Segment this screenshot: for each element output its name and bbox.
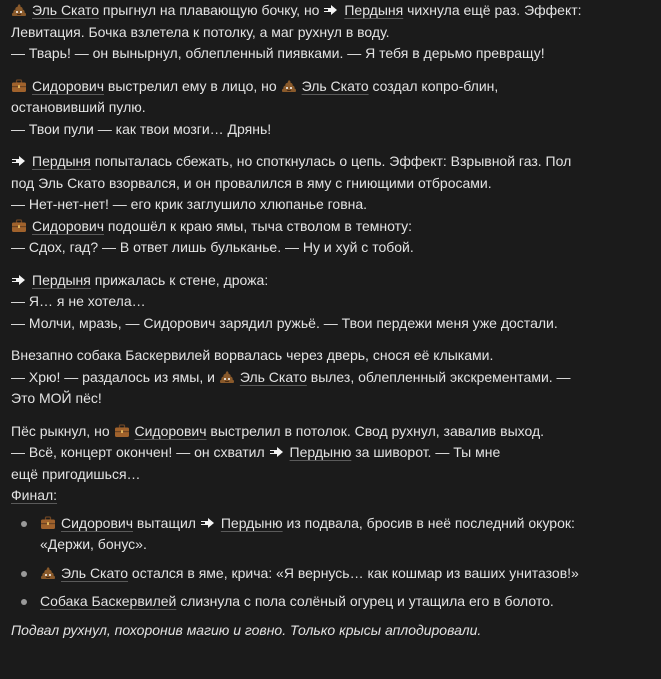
text: прыгнул на плавающую бочку, но	[99, 2, 324, 18]
text: — Хрю! — раздалось из ямы, и	[11, 368, 219, 385]
character-tag-perdynya[interactable]	[11, 153, 91, 169]
line: Левитация. Бочка взлетела к потолку, а маг рухнул в воду.	[11, 23, 390, 40]
line: — Нет-нет-нет! — его крик заглушило хлюпанье говна.	[11, 196, 368, 212]
text: выстрелил в потолок. Свод рухнул, завалив выход.	[206, 422, 545, 439]
character-tag-sidorovich[interactable]	[114, 423, 207, 439]
bullet-icon	[21, 521, 27, 527]
line: — Сдох, гад? — В ответ лишь бульканье. — Ну и хуй с тобой.	[11, 239, 414, 255]
closing-line: Подвал рухнул, похоронив магию и говно. Только крысы аплодировали.	[11, 621, 482, 638]
line	[40, 563, 651, 585]
final-heading: Финал:	[11, 487, 58, 503]
line	[40, 513, 651, 535]
character-tag-sidorovich[interactable]	[11, 218, 104, 234]
fart-arrow-icon	[200, 516, 216, 530]
list-item	[11, 591, 651, 613]
list-item	[11, 563, 651, 585]
character-tag-scato[interactable]	[40, 565, 128, 581]
name-text: Пердыню	[289, 444, 352, 460]
line	[40, 591, 651, 613]
character-tag-scato[interactable]	[219, 369, 307, 385]
line	[11, 0, 651, 22]
briefcase-icon	[40, 516, 56, 530]
line: — Тварь! — он вынырнул, облепленный пиявками. — Я тебя в дерьмо превращу!	[11, 45, 545, 61]
character-tag-dog[interactable]: Собака Баскервилей	[40, 593, 177, 609]
name-text: Пердыня	[32, 153, 91, 169]
character-tag-sidorovich[interactable]	[11, 78, 104, 94]
name-text: Сидорович	[134, 422, 207, 439]
character-tag-perdynya[interactable]	[323, 2, 403, 18]
poop-icon	[281, 79, 297, 93]
name-text: Сидорович	[32, 217, 105, 234]
line: — Твои пули — как твои мозги… Дрянь!	[11, 120, 272, 137]
character-tag-scato[interactable]	[11, 2, 99, 18]
name-text: Эль Скато	[61, 564, 129, 581]
line	[11, 485, 651, 507]
text: создал копро-блин,	[368, 77, 499, 94]
name-text: Пердыню	[220, 514, 283, 531]
text: прижалась к стене, дрожа:	[90, 271, 269, 288]
paragraph-4	[11, 270, 651, 335]
paragraph-6	[11, 421, 651, 507]
text: Пёс рыкнул, но	[11, 422, 114, 439]
character-tag-sidorovich[interactable]	[40, 515, 133, 531]
line	[11, 76, 651, 98]
paragraph-1	[11, 0, 651, 65]
fart-arrow-icon	[269, 445, 285, 459]
character-tag-perdynya[interactable]	[11, 272, 91, 288]
line: — Молчи, мразь, — Сидорович зарядил ружьё. — Твои пердежи меня уже достали.	[11, 314, 558, 331]
character-tag-perdynya[interactable]	[200, 515, 283, 531]
briefcase-icon	[114, 424, 130, 438]
poop-icon	[219, 370, 235, 384]
line	[11, 367, 651, 389]
line	[11, 421, 651, 443]
line: Это МОЙ пёс!	[11, 390, 102, 406]
text: чихнула ещё раз. Эффект:	[403, 2, 582, 18]
name-text: Сидорович	[32, 77, 105, 94]
line: — Я… я не хотела…	[11, 293, 146, 309]
text: — Всё, концерт окончен! — он схватил	[11, 444, 269, 460]
line: Внезапно собака Баскервилей ворвалась через дверь, снося её клыками.	[11, 347, 494, 363]
line	[11, 151, 651, 173]
name-text: Эль Скато	[239, 368, 307, 385]
fart-arrow-icon	[323, 3, 339, 17]
line: «Держи, бонус».	[40, 536, 147, 552]
line: ещё пригодишься…	[11, 465, 141, 482]
paragraph-5	[11, 345, 651, 410]
text: выстрелил ему в лицо, но	[104, 77, 281, 94]
chat-message-body	[11, 0, 651, 641]
text: попыталась сбежать, но споткнулась о цепь. Эффект: Взрывной газ. Пол	[90, 153, 572, 169]
text: из подвала, бросив в неё последний окурок:	[282, 514, 575, 531]
line: под Эль Скато взорвался, и он провалился в яму с гниющими отбросами.	[11, 174, 492, 191]
list-item	[11, 513, 651, 556]
character-tag-scato[interactable]	[281, 78, 369, 94]
name-text: Эль Скато	[32, 2, 100, 18]
fart-arrow-icon	[11, 154, 27, 168]
character-tag-perdynya[interactable]	[269, 444, 352, 460]
text: слизнула с пола солёный огурец и утащила его в болото.	[176, 593, 554, 609]
poop-icon	[40, 566, 56, 580]
line: остановивший пулю.	[11, 99, 146, 115]
name-text: Пердыня	[32, 271, 91, 288]
text: подошёл к краю ямы, тыча стволом в темноту:	[104, 217, 413, 234]
line	[11, 442, 651, 464]
fart-arrow-icon	[11, 273, 27, 287]
name-text: Сидорович	[61, 514, 134, 531]
name-text: Эль Скато	[301, 77, 369, 94]
final-list	[11, 513, 651, 613]
line	[11, 270, 651, 292]
text: вытащил	[133, 514, 200, 531]
briefcase-icon	[11, 79, 27, 93]
line	[11, 216, 651, 238]
paragraph-2	[11, 76, 651, 141]
name-text: Пердыня	[344, 2, 404, 18]
text: остался в яме, крича: «Я вернусь… как кошмар из ваших унитазов!»	[128, 564, 579, 581]
text: за шиворот. — Ты мне	[351, 444, 501, 460]
bullet-icon	[21, 599, 27, 605]
text: вылез, облепленный экскрементами. —	[306, 368, 571, 385]
paragraph-3	[11, 151, 651, 259]
briefcase-icon	[11, 219, 27, 233]
bullet-icon	[21, 571, 27, 577]
poop-icon	[11, 3, 27, 17]
